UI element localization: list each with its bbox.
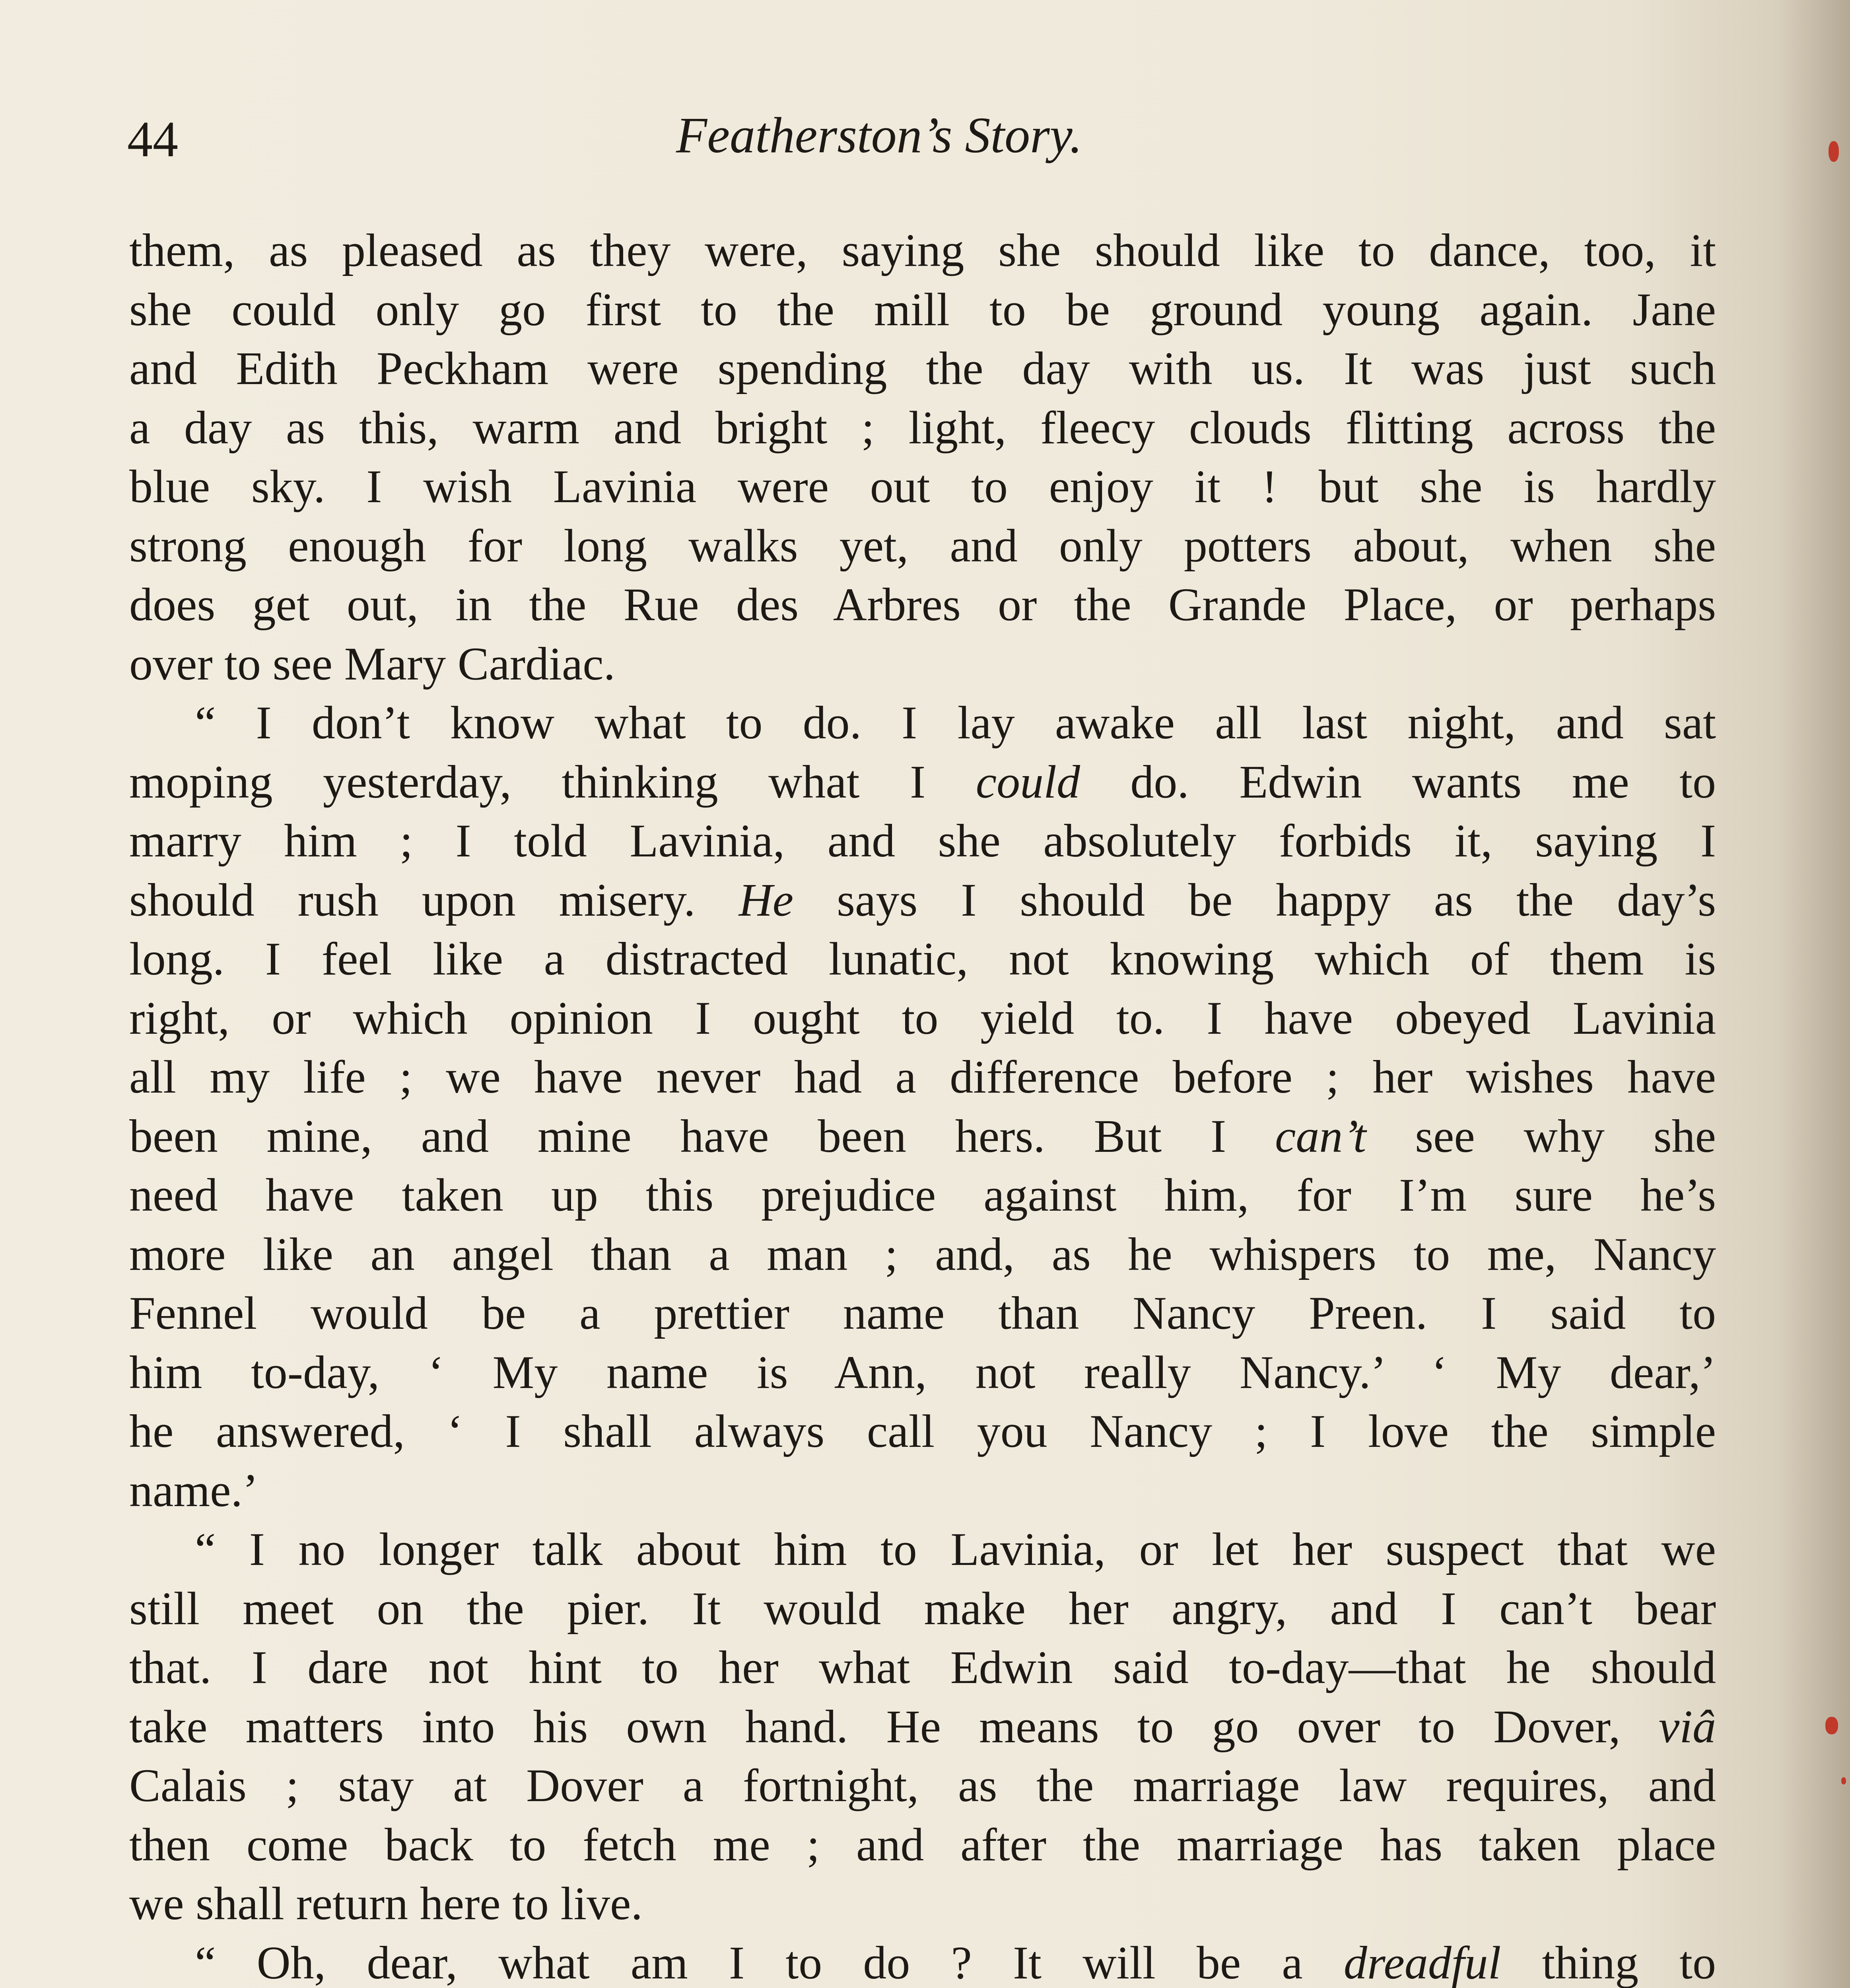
text-run: right, or which opinion I ought to yield to. I have obeyed Lavinia <box>129 992 1716 1044</box>
text-run: moping yesterday, thinking what I <box>129 755 976 808</box>
text-line <box>129 930 1716 989</box>
text-line <box>129 1048 1716 1107</box>
red-margin-mark <box>1825 1717 1838 1734</box>
text-run: name.’ <box>129 1464 258 1516</box>
italic-text: can’t <box>1275 1110 1366 1162</box>
text-line <box>129 1402 1716 1461</box>
text-line <box>129 1934 1716 1988</box>
text-run: then come back to fetch me ; and after the marriage has taken place <box>129 1818 1716 1871</box>
text-line <box>129 753 1716 812</box>
text-run: still meet on the pier. It would make her angry, and I can’t bear <box>129 1582 1716 1635</box>
text-run: Fennel would be a prettier name than Nancy Preen. I said to <box>129 1287 1716 1339</box>
text-line <box>129 339 1716 398</box>
text-line <box>129 221 1716 280</box>
red-margin-mark <box>1829 141 1839 162</box>
text-run: “ Oh, dear, what am I to do ? It will be a <box>195 1936 1344 1988</box>
text-line <box>129 398 1716 458</box>
text-line <box>129 1343 1716 1402</box>
page-gutter-shadow <box>1778 0 1850 1988</box>
body-text <box>129 221 1716 1988</box>
italic-text: viâ <box>1658 1700 1716 1753</box>
italic-text: He <box>738 874 794 926</box>
text-run: “ I no longer talk about him to Lavinia, or let her suspect that we <box>195 1523 1716 1575</box>
text-run: marry him ; I told Lavinia, and she absolutely forbids it, saying I <box>129 815 1716 867</box>
text-run: strong enough for long walks yet, and only potters about, when she <box>129 519 1716 572</box>
page-number: 44 <box>127 111 178 167</box>
text-run: “ I don’t know what to do. I lay awake all last night, and sat <box>195 697 1716 749</box>
text-line <box>129 1520 1716 1579</box>
text-run: long. I feel like a distracted lunatic, not knowing which of them is <box>129 933 1716 985</box>
text-run: him to-day, ‘ My name is Ann, not really Nancy.’ ‘ My dear,’ <box>129 1346 1716 1398</box>
text-line <box>129 575 1716 635</box>
text-run: over to see Mary Cardiac. <box>129 637 616 690</box>
text-line <box>129 812 1716 871</box>
page-header <box>127 101 1718 169</box>
italic-text: could <box>976 755 1080 808</box>
text-line <box>129 989 1716 1048</box>
text-run: blue sky. I wish Lavinia were out to enjoy it ! but she is hardly <box>129 460 1716 513</box>
text-run: them, as pleased as they were, saying she should like to dance, too, it <box>129 224 1716 276</box>
text-run: that. I dare not hint to her what Edwin said to-day—that he should <box>129 1641 1716 1693</box>
text-run: been mine, and mine have been hers. But I <box>129 1110 1275 1162</box>
text-line <box>129 871 1716 930</box>
text-run: she could only go first to the mill to be ground young again. Jane <box>129 283 1716 336</box>
text-run: need have taken up this prejudice against him, for I’m sure he’s <box>129 1169 1716 1221</box>
text-line <box>129 1756 1716 1815</box>
text-line <box>129 1107 1716 1166</box>
text-run: should rush upon misery. <box>129 874 739 926</box>
text-line <box>129 1461 1716 1520</box>
text-run: he answered, ‘ I shall always call you Nancy ; I love the simple <box>129 1405 1716 1457</box>
text-line <box>129 635 1716 694</box>
text-line <box>129 1815 1716 1875</box>
text-line <box>129 693 1716 753</box>
text-line <box>129 1874 1716 1934</box>
text-line <box>129 1284 1716 1343</box>
italic-text: dreadful <box>1343 1936 1501 1988</box>
text-run: a day as this, warm and bright ; light, fleecy clouds flitting across the <box>129 401 1716 454</box>
running-title: Featherston’s Story. <box>676 107 1082 163</box>
text-run: see why she <box>1366 1110 1716 1162</box>
text-line <box>129 1166 1716 1225</box>
text-line <box>129 1225 1716 1284</box>
text-run: and Edith Peckham were spending the day with us. It was just such <box>129 342 1716 394</box>
text-run: we shall return here to live. <box>129 1877 643 1930</box>
text-line <box>129 280 1716 340</box>
red-margin-mark <box>1841 1777 1846 1784</box>
text-run: more like an angel than a man ; and, as he whispers to me, Nancy <box>129 1228 1716 1280</box>
text-run: do. Edwin wants me to <box>1080 755 1716 808</box>
text-run: all my life ; we have never had a difference before ; her wishes have <box>129 1051 1716 1103</box>
text-run: says I should be happy as the day’s <box>793 874 1716 926</box>
text-line <box>129 1638 1716 1697</box>
text-run: take matters into his own hand. He means to go over to Dover, <box>129 1700 1659 1753</box>
text-line <box>129 1579 1716 1639</box>
text-run: thing to <box>1501 1936 1716 1988</box>
text-line <box>129 457 1716 516</box>
text-run: Calais ; stay at Dover a fortnight, as the marriage law requires, and <box>129 1759 1716 1811</box>
text-line <box>129 516 1716 576</box>
text-run: does get out, in the Rue des Arbres or the Grande Place, or perhaps <box>129 579 1716 631</box>
text-line <box>129 1697 1716 1757</box>
